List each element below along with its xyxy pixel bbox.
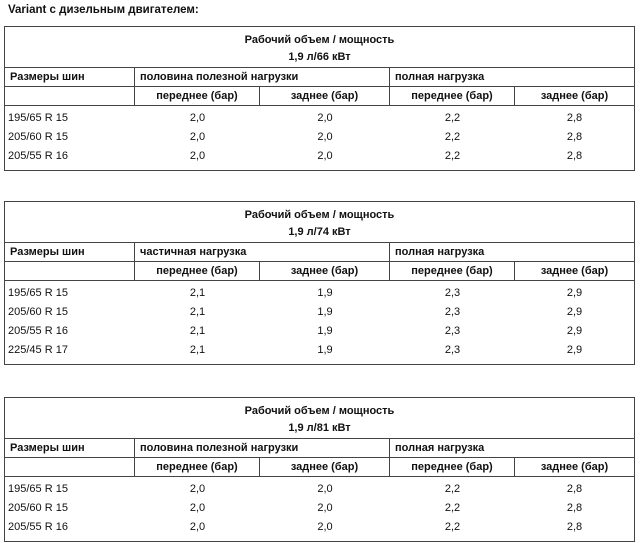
table-title-line1: Рабочий объем / мощность xyxy=(244,34,395,46)
table-title-line2: 1,9 л/74 кВт xyxy=(288,226,351,238)
value-cell: 1,9 xyxy=(317,325,333,337)
value-cell: 2,8 xyxy=(566,502,583,514)
value-cell: 2,0 xyxy=(189,502,206,514)
value-cell: 2,8 xyxy=(566,112,583,124)
value-cell: 2,2 xyxy=(444,112,461,124)
table-title xyxy=(5,398,634,439)
value-cell: 2,8 xyxy=(566,150,583,162)
table-row xyxy=(5,147,634,166)
table-title xyxy=(5,27,634,68)
tire-pressure-table-66kw xyxy=(4,26,635,171)
subheader-front-2: переднее (бар) xyxy=(390,87,515,105)
subheader-blank xyxy=(5,458,135,476)
tire-size-cell: 205/60 R 15 xyxy=(8,502,68,514)
tire-size-cell: 225/45 R 17 xyxy=(8,344,68,356)
value-cell: 2,2 xyxy=(444,150,461,162)
value-cell: 2,3 xyxy=(444,325,461,337)
header-load-group-2: полная нагрузка xyxy=(395,71,485,83)
subheader-rear-2: заднее (бар) xyxy=(540,461,609,473)
value-cell: 2,0 xyxy=(189,131,206,143)
table-subheader-row xyxy=(5,87,634,106)
value-cell: 2,0 xyxy=(317,521,333,533)
table-row xyxy=(5,480,634,499)
table-header-row xyxy=(5,243,634,262)
value-cell: 2,9 xyxy=(566,325,583,337)
table-subheader-row xyxy=(5,262,634,281)
table-title xyxy=(5,202,634,243)
tire-size-cell: 205/60 R 15 xyxy=(8,306,68,318)
table-row xyxy=(5,322,634,341)
value-cell: 1,9 xyxy=(317,306,333,318)
header-load-group-1: половина полезной нагрузки xyxy=(135,68,390,86)
value-cell: 2,9 xyxy=(566,306,583,318)
subheader-rear-1: заднее (бар) xyxy=(260,458,390,476)
table-row xyxy=(5,499,634,518)
value-cell: 2,0 xyxy=(189,112,206,124)
subheader-rear-1: заднее (бар) xyxy=(260,262,390,280)
tire-size-cell: 195/65 R 15 xyxy=(8,287,68,299)
tire-pressure-table-81kw xyxy=(4,397,635,542)
value-cell: 2,0 xyxy=(317,502,333,514)
value-cell: 1,9 xyxy=(317,287,333,299)
table-row xyxy=(5,518,634,537)
value-cell: 2,9 xyxy=(566,344,583,356)
value-cell: 2,1 xyxy=(189,306,206,318)
value-cell: 2,0 xyxy=(189,521,206,533)
subheader-front-1: переднее (бар) xyxy=(135,87,260,105)
value-cell: 2,2 xyxy=(444,131,461,143)
table-row xyxy=(5,303,634,322)
subheader-rear-2: заднее (бар) xyxy=(540,265,609,277)
value-cell: 2,8 xyxy=(566,483,583,495)
table-body xyxy=(5,281,634,364)
value-cell: 2,0 xyxy=(317,112,333,124)
table-row xyxy=(5,109,634,128)
subheader-front-1: переднее (бар) xyxy=(135,262,260,280)
value-cell: 1,9 xyxy=(317,344,333,356)
table-row xyxy=(5,284,634,303)
table-title-line2: 1,9 л/81 кВт xyxy=(288,422,351,434)
value-cell: 2,3 xyxy=(444,287,461,299)
tire-size-cell: 205/60 R 15 xyxy=(8,131,68,143)
header-tire-size: Размеры шин xyxy=(5,68,135,86)
tire-pressure-table-74kw xyxy=(4,201,635,365)
value-cell: 2,1 xyxy=(189,344,206,356)
value-cell: 2,2 xyxy=(444,483,461,495)
subheader-front-2: переднее (бар) xyxy=(390,262,515,280)
tire-size-cell: 195/65 R 15 xyxy=(8,483,68,495)
table-title-line2: 1,9 л/66 кВт xyxy=(288,51,351,63)
value-cell: 2,0 xyxy=(189,150,206,162)
tire-size-cell: 205/55 R 16 xyxy=(8,325,68,337)
table-body xyxy=(5,477,634,541)
subheader-blank xyxy=(5,87,135,105)
value-cell: 2,0 xyxy=(317,150,333,162)
tire-size-cell: 205/55 R 16 xyxy=(8,521,68,533)
subheader-rear-1: заднее (бар) xyxy=(260,87,390,105)
table-header-row xyxy=(5,68,634,87)
table-header-row xyxy=(5,439,634,458)
value-cell: 2,1 xyxy=(189,325,206,337)
value-cell: 2,3 xyxy=(444,306,461,318)
page-heading: Variant с дизельным двигателем: xyxy=(8,4,199,16)
table-subheader-row xyxy=(5,458,634,477)
value-cell: 2,1 xyxy=(189,287,206,299)
header-load-group-1: частичная нагрузка xyxy=(135,243,390,261)
value-cell: 2,0 xyxy=(317,483,333,495)
value-cell: 2,2 xyxy=(444,502,461,514)
subheader-front-2: переднее (бар) xyxy=(390,458,515,476)
value-cell: 2,0 xyxy=(189,483,206,495)
subheader-rear-2: заднее (бар) xyxy=(540,90,609,102)
value-cell: 2,0 xyxy=(317,131,333,143)
header-load-group-2: полная нагрузка xyxy=(395,246,485,258)
value-cell: 2,2 xyxy=(444,521,461,533)
table-row xyxy=(5,341,634,360)
value-cell: 2,8 xyxy=(566,131,583,143)
value-cell: 2,8 xyxy=(566,521,583,533)
header-tire-size: Размеры шин xyxy=(5,439,135,457)
table-body xyxy=(5,106,634,170)
table-row xyxy=(5,128,634,147)
value-cell: 2,3 xyxy=(444,344,461,356)
subheader-front-1: переднее (бар) xyxy=(135,458,260,476)
subheader-blank xyxy=(5,262,135,280)
header-tire-size: Размеры шин xyxy=(5,243,135,261)
value-cell: 2,9 xyxy=(566,287,583,299)
header-load-group-2: полная нагрузка xyxy=(395,442,485,454)
tire-size-cell: 205/55 R 16 xyxy=(8,150,68,162)
table-title-line1: Рабочий объем / мощность xyxy=(244,405,395,417)
header-load-group-1: половина полезной нагрузки xyxy=(135,439,390,457)
table-title-line1: Рабочий объем / мощность xyxy=(244,209,395,221)
tire-size-cell: 195/65 R 15 xyxy=(8,112,68,124)
